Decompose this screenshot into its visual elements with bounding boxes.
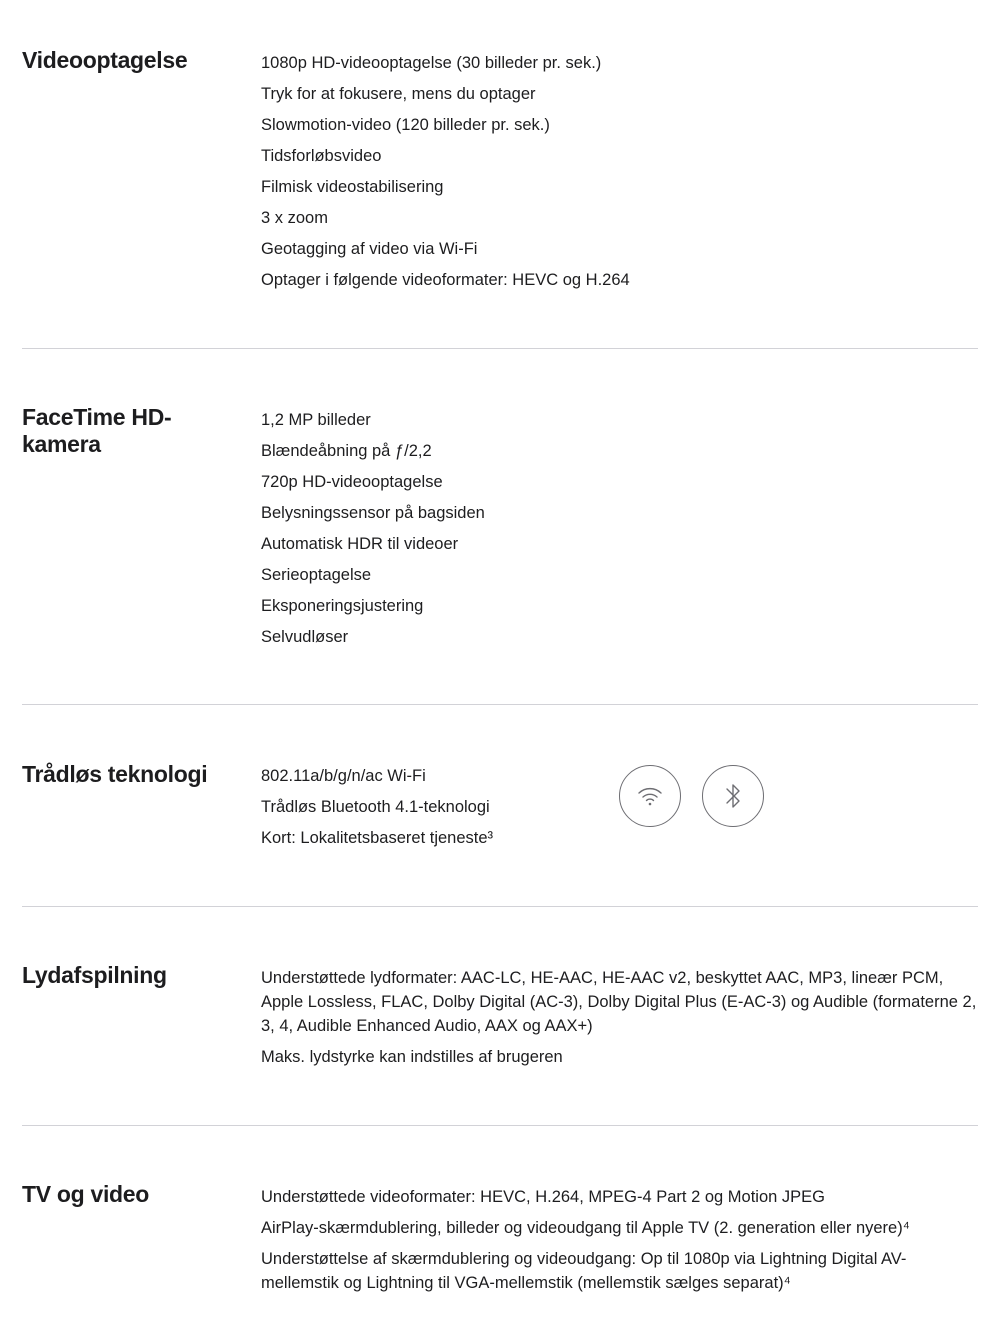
spec-item: 3 x zoom	[261, 209, 328, 227]
spec-item: Understøttelse af skærmdublering og videoudgang: Op til 1080p via Lightning Digital AV-mellemstik og Lightning til VGA-mellemstik (mellemstik sælges separat)⁴	[261, 1250, 907, 1292]
spec-item: 1080p HD-videooptagelse (30 billeder pr. sek.)	[261, 54, 602, 72]
spec-item: AirPlay-skærmdublering, billeder og videoudgang til Apple TV (2. generation eller nyere)⁴	[261, 1219, 910, 1237]
spec-item: Understøttede videoformater: HEVC, H.264, MPEG-4 Part 2 og Motion JPEG	[261, 1188, 825, 1206]
spec-item: Understøttede lydformater: AAC-LC, HE-AAC, HE-AAC v2, beskyttet AAC, MP3, lineær PCM, Apple Lossless, FLAC, Dolby Digital (AC-3), Dolby Digital Plus (E-AC-3) og Audible (formaterne 2, 3, 4, Audible Enhanced Audio, AAX og AAX+)	[261, 969, 977, 1035]
section-heading: Lydafspilning	[22, 962, 167, 988]
spec-item: Belysningssensor på bagsiden	[261, 504, 485, 522]
spec-item: Selvudløser	[261, 628, 349, 646]
bluetooth-icon	[702, 765, 764, 827]
wifi-icon	[619, 765, 681, 827]
spec-item: Maks. lydstyrke kan indstilles af brugeren	[261, 1048, 563, 1066]
spec-item: Automatisk HDR til videoer	[261, 535, 459, 553]
section-divider	[22, 906, 978, 907]
spec-item: Tidsforløbsvideo	[261, 147, 382, 165]
spec-item: Optager i følgende videoformater: HEVC og H.264	[261, 271, 630, 289]
section-heading: Videooptagelse	[22, 47, 188, 73]
spec-list	[261, 1185, 979, 1302]
spec-list	[261, 764, 601, 857]
spec-item: Geotagging af video via Wi-Fi	[261, 240, 478, 258]
spec-item: 1,2 MP billeder	[261, 411, 371, 429]
spec-list	[261, 51, 979, 299]
spec-item: Trådløs Bluetooth 4.1-teknologi	[261, 798, 490, 816]
spec-list	[261, 408, 979, 656]
section-divider	[22, 704, 978, 705]
section-divider	[22, 1125, 978, 1126]
spec-item: Blændeåbning på ƒ/2,2	[261, 442, 432, 460]
spec-item: Eksponeringsjustering	[261, 597, 424, 615]
section-heading: TV og video	[22, 1181, 150, 1207]
spec-item: Kort: Lokalitetsbaseret tjeneste³	[261, 829, 494, 847]
spec-item: 720p HD-videooptagelse	[261, 473, 443, 491]
spec-item: Filmisk videostabilisering	[261, 178, 444, 196]
spec-item: 802.11a/b/g/n/ac Wi-Fi	[261, 767, 426, 785]
spec-list	[261, 966, 979, 1076]
section-heading: FaceTime HD-kamera	[22, 404, 172, 457]
section-divider	[22, 348, 978, 349]
spec-item: Serieoptagelse	[261, 566, 372, 584]
spec-item: Slowmotion-video (120 billeder pr. sek.)	[261, 116, 550, 134]
spec-item: Tryk for at fokusere, mens du optager	[261, 85, 536, 103]
section-heading: Trådløs teknologi	[22, 761, 208, 787]
